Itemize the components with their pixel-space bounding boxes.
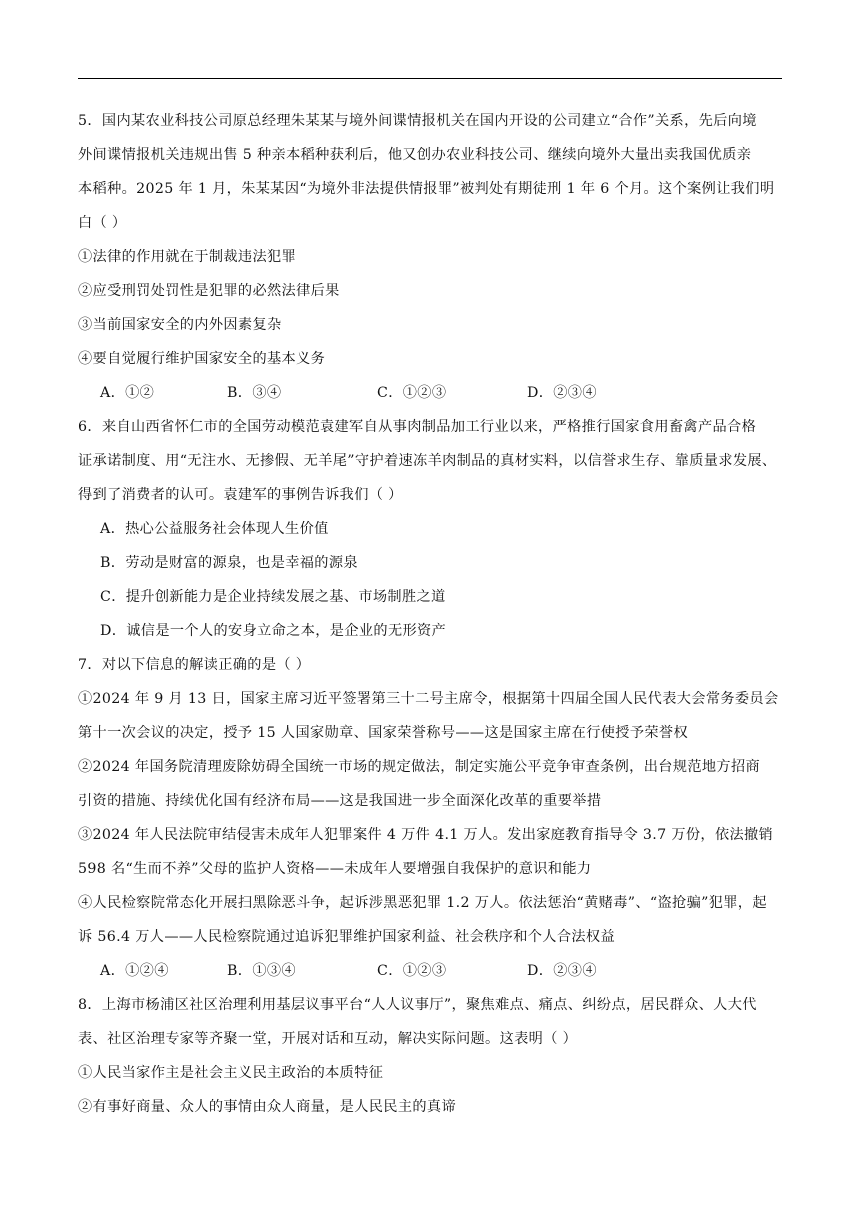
question-6-stem-line: 6．来自山西省怀仁市的全国劳动模范袁建军自从事肉制品加工行业以来，严格推行国家食用畜禽产品合格: [78, 419, 757, 435]
option-c[interactable]: C．提升创新能力是企业持续发展之基、市场制胜之道: [100, 589, 446, 605]
question-5: [78, 104, 784, 410]
question-8: [78, 988, 784, 1124]
question-8-stem-line: 8．上海市杨浦区社区治理利用基层议事平台“人人议事厅”，聚焦难点、痛点、纠纷点，居民群众、人大代: [78, 997, 757, 1013]
option-c[interactable]: C．①②③: [377, 963, 447, 979]
question-7-statement-line: 诉 56.4 万人——人民检察院通过追诉犯罪维护国家利益、社会秩序和个人合法权益: [78, 929, 615, 945]
question-7-stem-line: 7．对以下信息的解读正确的是（ ）: [78, 657, 311, 673]
question-5-statement: ②应受刑罚处罚性是犯罪的必然法律后果: [78, 283, 340, 299]
option-a[interactable]: A．热心公益服务社会体现人生价值: [100, 521, 329, 537]
exam-page-content: [78, 104, 784, 1124]
question-7-statement-line: 引资的措施、持续优化国有经济布局——这是我国进一步全面深化改革的重要举措: [78, 793, 602, 809]
question-8-stem-line: 表、社区治理专家等齐聚一堂，开展对话和互动，解决实际问题。这表明（ ）: [78, 1031, 578, 1047]
question-6-stem-line: 证承诺制度、用“无注水、无掺假、无羊尾”守护着速冻羊肉制品的真材实料，以信誉求生存、靠质量求发展、: [78, 453, 777, 469]
question-8-statement: ②有事好商量、众人的事情由众人商量，是人民民主的真谛: [78, 1099, 456, 1115]
option-a[interactable]: A．①②④: [100, 963, 169, 979]
question-5-statement: ①法律的作用就在于制裁违法犯罪: [78, 249, 297, 265]
question-7-statement-line: ①2024 年 9 月 13 日，国家主席习近平签署第三十二号主席令，根据第十四届全国人民代表大会常务委员会: [78, 691, 779, 707]
option-b[interactable]: B．①③④: [227, 963, 296, 979]
question-7-statement-line: ②2024 年国务院清理废除妨碍全国统一市场的规定做法，制定实施公平竞争审查条例，出台规范地方招商: [78, 759, 761, 775]
question-5-stem-line: 本稻种。2025 年 1 月，朱某某因“为境外非法提供情报罪”被判处有期徒刑 1 年 6 个月。这个案例让我们明: [78, 181, 775, 197]
option-b[interactable]: B．劳动是财富的源泉，也是幸福的源泉: [100, 555, 358, 571]
option-a[interactable]: A．①②: [100, 385, 155, 401]
question-6-stem-line: 得到了消费者的认可。袁建军的事例告诉我们（ ）: [78, 487, 403, 503]
question-5-stem-line: 外间谍情报机关违规出售 5 种亲本稻种获利后，他又创办农业科技公司、继续向境外大量出卖我国优质亲: [78, 147, 752, 163]
option-d[interactable]: D．②③④: [527, 385, 597, 401]
question-5-stem-line: 白（ ）: [78, 215, 127, 231]
question-7-statement-line: ③2024 年人民法院审结侵害未成年人犯罪案件 4 万件 4.1 万人。发出家庭教育指导令 3.7 万份，依法撤销: [78, 827, 774, 843]
question-5-statement: ④要自觉履行维护国家安全的基本义务: [78, 351, 326, 367]
question-7-statement-line: 第十一次会议的决定，授予 15 人国家勋章、国家荣誉称号——这是国家主席在行使授予荣誉权: [78, 725, 688, 741]
question-5-statement: ③当前国家安全的内外因素复杂: [78, 317, 282, 333]
option-d[interactable]: D．诚信是一个人的安身立命之本，是企业的无形资产: [100, 623, 447, 639]
question-7: [78, 648, 784, 988]
option-c[interactable]: C．①②③: [377, 385, 447, 401]
question-8-statement: ①人民当家作主是社会主义民主政治的本质特征: [78, 1065, 384, 1081]
question-5-stem-line: 5．国内某农业科技公司原总经理朱某某与境外间谍情报机关在国内开设的公司建立“合作”关系，先后向境: [78, 113, 757, 129]
option-d[interactable]: D．②③④: [527, 963, 597, 979]
header-rule: [78, 78, 782, 79]
question-7-statement-line: 598 名“生而不养”父母的监护人资格——未成年人要增强自我保护的意识和能力: [78, 861, 592, 877]
question-5-options: [78, 376, 784, 410]
question-7-options: [78, 954, 784, 988]
question-7-statement-line: ④人民检察院常态化开展扫黑除恶斗争，起诉涉黑恶犯罪 1.2 万人。依法惩治“黄赌毒”、“盗抢骗”犯罪，起: [78, 895, 767, 911]
question-6: [78, 410, 784, 648]
option-b[interactable]: B．③④: [227, 385, 282, 401]
